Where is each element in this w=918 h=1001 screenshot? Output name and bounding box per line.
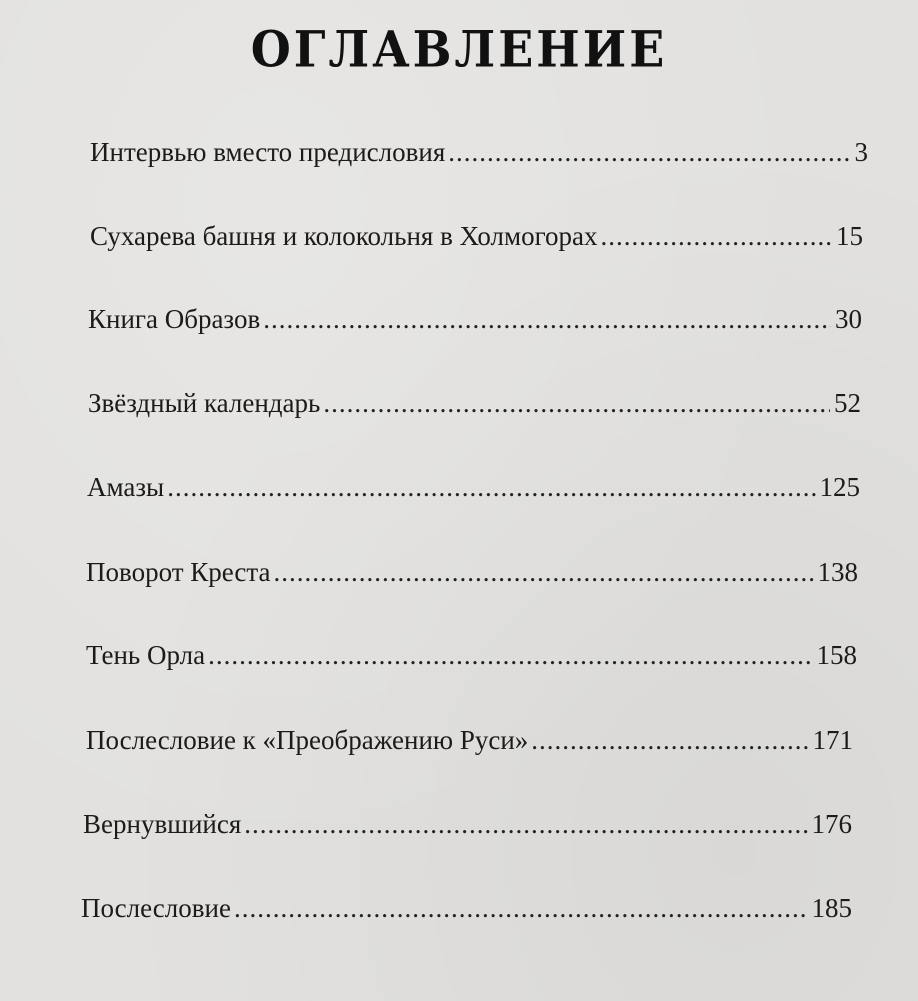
page-title: ОГЛАВЛЕНИЕ [250,19,668,79]
dot-leader [531,723,808,757]
toc-entry-title: Послесловие к «Преображению Руси» [86,725,529,755]
toc-entry [88,386,861,420]
dot-leader [234,891,808,925]
toc-entry-page: 125 [819,472,860,502]
toc-entry-title: Послесловие [81,893,231,923]
toc-entry [86,723,853,757]
toc-entry-page: 176 [811,809,852,839]
dot-leader [167,470,815,504]
toc-entry-title: Интервью вместо предисловия [90,137,446,167]
toc-entry-page: 3 [854,137,868,167]
dot-leader [263,302,831,336]
toc-entry-page: 158 [816,640,857,670]
toc-entry [81,891,852,925]
toc-entry-title: Звёздный календарь [88,388,321,418]
toc-entry [88,302,862,336]
toc-entry-page: 185 [811,893,852,923]
toc-entry [86,638,857,672]
toc-entry-title: Сухарева башня и колокольня в Холмогорах [90,221,598,251]
toc-entry-page: 30 [835,304,862,334]
toc-entry [83,807,852,841]
toc-entry-page: 138 [817,557,858,587]
dot-leader [274,555,814,589]
toc-entry-title: Тень Орла [86,640,206,670]
dot-leader [600,219,832,253]
toc-entry-page: 15 [836,221,863,251]
toc-entry-title: Книга Образов [88,304,261,334]
toc-entry-title: Амазы [87,472,165,502]
dot-leader [208,638,812,672]
dot-leader [244,807,807,841]
dot-leader [448,135,850,169]
toc-entry-title: Вернувшийся [83,809,242,839]
toc-entry [87,470,860,504]
toc-entry [86,555,858,589]
toc-entry-page: 52 [834,388,861,418]
toc-entry-title: Поворот Креста [86,557,271,587]
dot-leader [323,386,830,420]
toc-entry-page: 171 [812,725,853,755]
toc-entry [90,219,863,253]
toc-entry [90,135,868,169]
